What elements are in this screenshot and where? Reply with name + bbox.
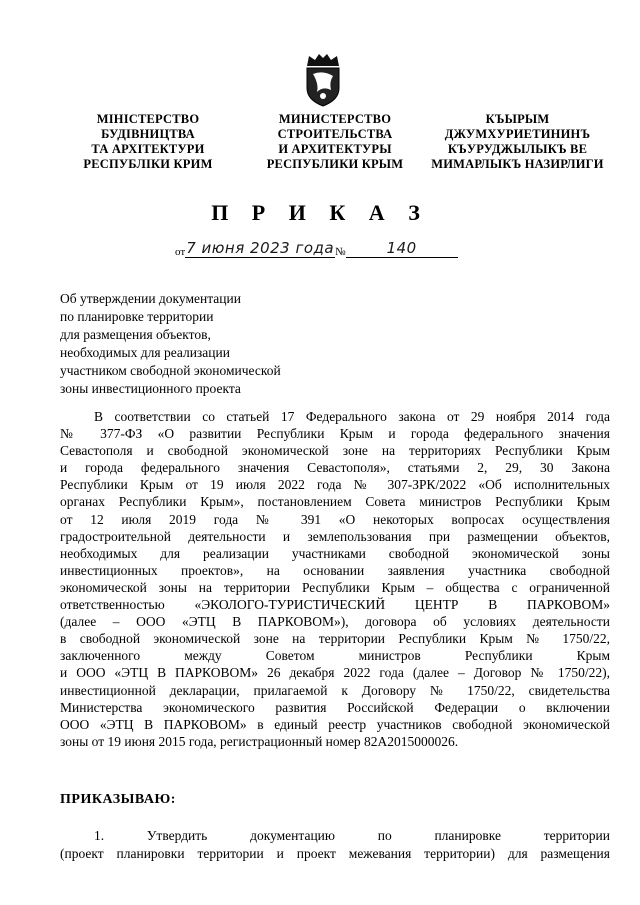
ministry-ua-line: РЕСПУБЛІКИ КРИМ (83, 157, 213, 171)
preamble-line: ООО «ЭТЦ В ПАРКОВОМ» в единый реестр участников свободной экономической (60, 716, 610, 732)
ministry-crh-line: МИМАРЛЫКЪ НАЗИРЛИГИ (431, 157, 604, 171)
ministry-crh-line: КЪЫРЫМ (485, 112, 550, 126)
subject-line: по планировке территории (60, 309, 214, 324)
ministry-name-crimean-tatar (420, 112, 615, 172)
preamble-line: Республики Крым от 19 июля 2022 года № 307-ЗРК/2022 «Об исполнительных (60, 477, 610, 493)
ministry-ru-line: МИНИСТЕРСТВО (278, 112, 392, 126)
item-line: 1. Утвердить документацию по планировке территории (94, 828, 610, 843)
preamble-line: и ООО «ЭТЦ В ПАРКОВОМ» 26 декабря 2022 года (далее – Договор № 1750/22), (60, 665, 610, 681)
preamble-line: Севастополя и свободной экономической зоне на территориях Республики Крым (60, 443, 610, 459)
order-subject (60, 290, 360, 398)
ministry-name-ukrainian (78, 112, 218, 172)
crimea-coat-of-arms-icon (303, 52, 343, 108)
preamble-line: органах Республики Крым», постановлением Совета министров Республики Крым (60, 494, 610, 510)
ministry-crh-line: ДЖУМХУРИЕТИНИНЪ (444, 127, 591, 141)
subject-line: Об утверждении документации (60, 291, 241, 306)
number-prefix: № (335, 246, 346, 258)
decree-heading: ПРИКАЗЫВАЮ: (60, 792, 176, 807)
preamble-line: ответственностью «ЭКОЛОГО-ТУРИСТИЧЕСКИЙ ЦЕНТР В ПАРКОВОМ» (60, 597, 610, 613)
preamble-line: и города федерального значения Севастополя», статьями 2, 29, 30 Закона (60, 460, 610, 476)
subject-line: необходимых для реализации (60, 345, 230, 360)
preamble-line: инвестиционных проектов», на основании заявления участника свободной (60, 562, 610, 578)
preamble-line: градостроительной деятельности и землепользования при размещении объектов, (60, 528, 610, 544)
preamble-line: от 12 июля 2019 года № 391 «О некоторых вопросах осуществления (60, 511, 610, 527)
preamble-line: (далее – ООО «ЭТЦ В ПАРКОВОМ»), договора об условиях деятельности (60, 614, 610, 630)
handwritten-order-number: 140 (346, 239, 458, 258)
subject-line: для размещения объектов, (60, 327, 211, 342)
ministry-name-russian (255, 112, 415, 172)
ministry-crh-line: КЪУРУДЖЫЛЫКЪ ВЕ (447, 142, 588, 156)
preamble-line: в свободной экономической зоне на территории Республики Крым № 1750/22, (60, 631, 610, 647)
preamble-line: заключенного между Советом министров Республики Крым (60, 648, 610, 664)
preamble-line: необходимых для реализации участниками свободной экономической зоны (60, 545, 610, 561)
document-title: П Р И К А З (211, 200, 429, 225)
preamble-line: Министерства экономического развития Российской Федерации о включении (60, 699, 610, 715)
ministry-ru-line: РЕСПУБЛИКИ КРЫМ (266, 157, 404, 171)
ministry-ua-line: МІНІСТЕРСТВО (96, 112, 200, 126)
preamble-line: зоны от 19 июня 2015 года, регистрационный номер 82А2015000026. (60, 733, 459, 749)
decree-item-1 (60, 827, 610, 863)
preamble-line: № 377-ФЗ «О развитии Республики Крым и города федерального значения (60, 426, 610, 442)
ministry-ru-line: СТРОИТЕЛЬСТВА (277, 127, 393, 141)
item-line: (проект планировки территории и проект межевания территории) для размещения (60, 846, 610, 861)
order-date-number-line (175, 236, 458, 258)
subject-line: зоны инвестиционного проекта (60, 381, 241, 396)
ministry-ua-line: БУДІВНИЦТВА (101, 127, 195, 141)
date-prefix: от (175, 246, 186, 258)
handwritten-date: 7 июня 2023 года (186, 239, 335, 257)
preamble-paragraph (60, 408, 610, 750)
ministry-ua-line: ТА АРХІТЕКТУРИ (91, 142, 205, 156)
preamble-line: В соответствии со статьей 17 Федерального закона от 29 ноября 2014 года (94, 409, 610, 424)
ministry-ru-line: И АРХИТЕКТУРЫ (278, 142, 392, 156)
subject-line: участником свободной экономической (60, 363, 281, 378)
preamble-line: экономической зоны на территории Республики Крым – общества с ограниченной (60, 579, 610, 595)
preamble-line: инвестиционной декларации, прилагаемой к Договору № 1750/22, свидетельства (60, 682, 610, 698)
